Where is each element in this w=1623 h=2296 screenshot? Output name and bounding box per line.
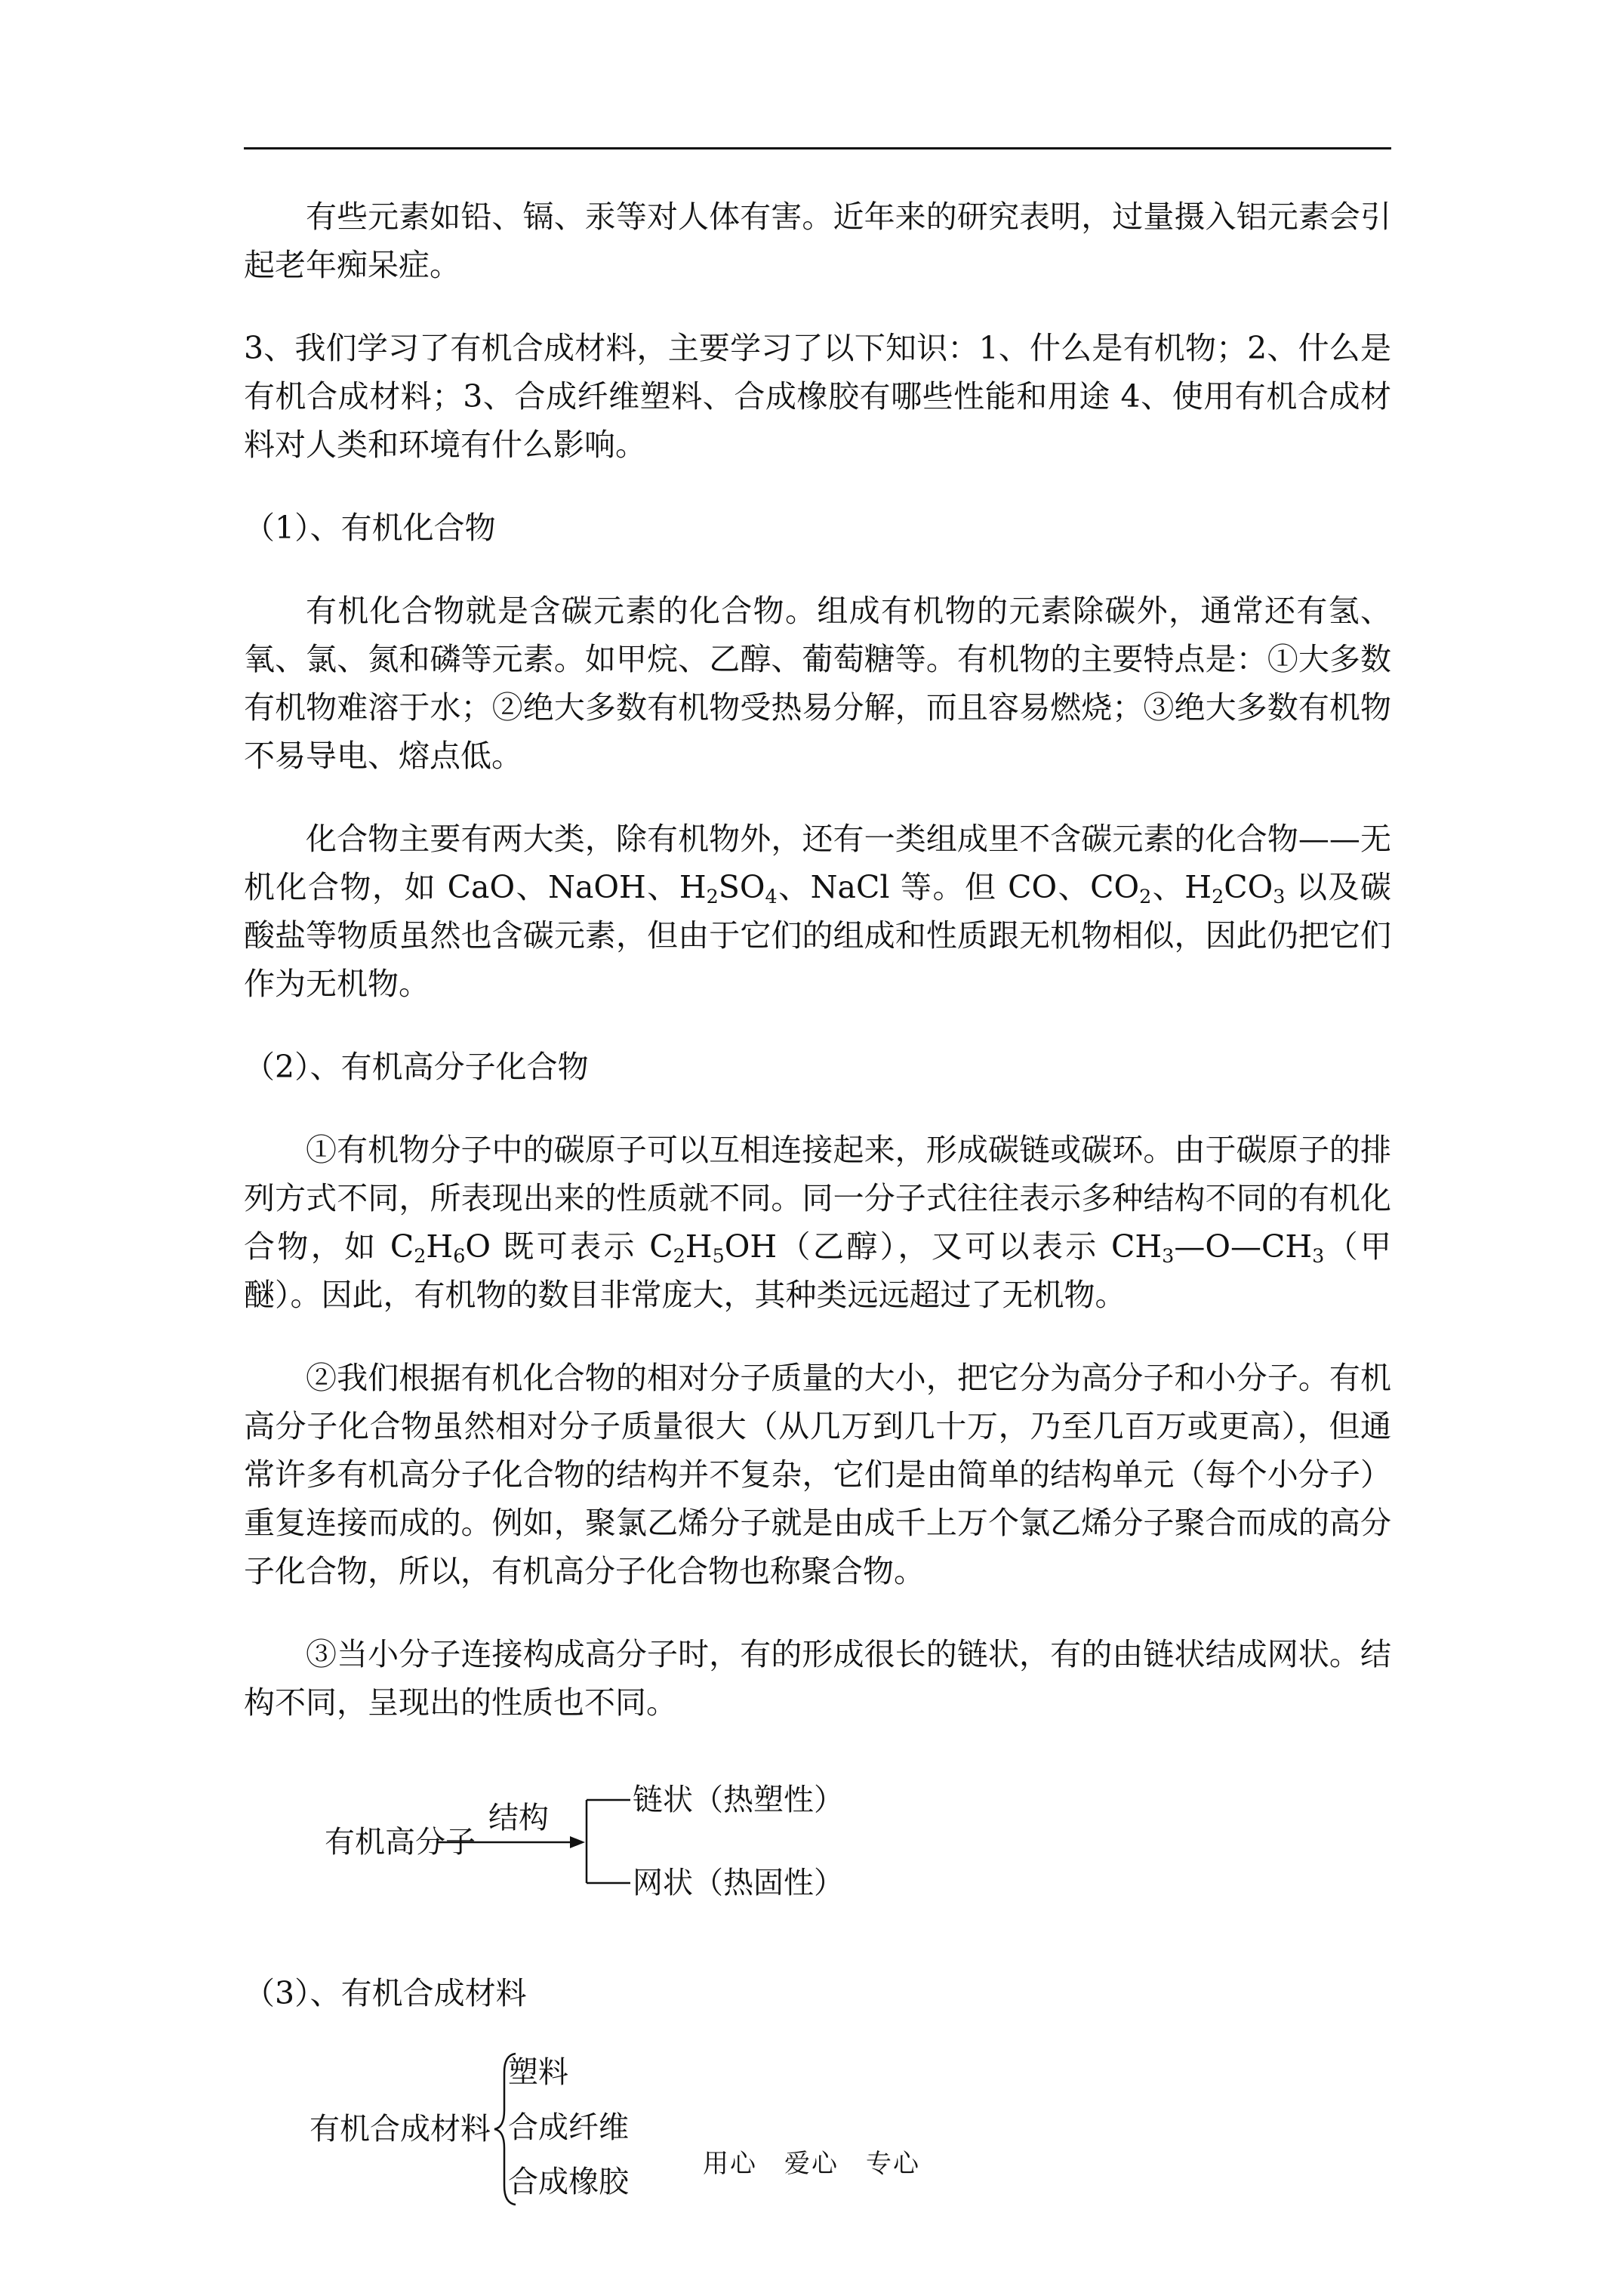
diagram2-item-rubber: 合成橡胶 — [508, 2165, 629, 2199]
page-footer — [0, 2143, 1623, 2180]
footer-text-3: 专心 — [866, 2149, 920, 2179]
section-heading-organic-polymers: （2）、有机高分子化合物 — [244, 1049, 589, 1085]
paragraph-organic-materials-intro: 3、我们学习了有机合成材料，主要学习了以下知识：1、什么是有机物；2、什么是有机合成材料；3、合成纤维塑料、合成橡胶有哪些性能和用途 4、使用有机合成材料对人类和环境有什么影响。 — [244, 330, 1391, 463]
paragraph-organic-compounds: 有机化合物就是含碳元素的化合物。组成有机物的元素除碳外，通常还有氢、氧、氯、氮和磷等元素。如甲烷、乙醇、葡萄糖等。有机物的主要特点是：①大多数有机物难溶于水；②绝大多数有机物受热易分解，而且容易燃烧；③绝大多数有机物不易导电、熔点低。 — [244, 593, 1391, 774]
paragraph-carbon-chains: ①有机物分子中的碳原子可以互相连接起来，形成碳链或碳环。由于碳原子的排列方式不同，所表现出来的性质就不同。同一分子式往往表示多种结构不同的有机化合物，如 $C_2H_6O$ 既可表示 $C_2H_5OH$（乙醇），又可以表示 $CH_3—O—CH_3$（甲醚）。因此，有机物的数目非常庞大，其种类远远超过了无机物。 — [244, 1132, 1392, 1313]
diagram-synthetic-materials — [244, 2046, 1391, 2220]
footer-text-2: 爱心 — [784, 2149, 839, 2179]
section-heading-synthetic-materials: （3）、有机合成材料 — [244, 1975, 527, 2011]
diagram2-root-label: 有机合成材料 — [310, 2112, 491, 2147]
page-content — [244, 193, 1391, 2220]
paragraph-polymer-definition: ②我们根据有机化合物的相对分子质量的大小，把它分为高分子和小分子。有机高分子化合物虽然相对分子质量很大（从几万到几十万，乃至几百万或更高），但通常许多有机高分子化合物的结构并不复杂，它们是由简单的结构单元（每个小分子）重复连接而成的。例如，聚氯乙烯分子就是由成千上万个氯乙烯分子聚合而成的高分子化合物，所以，有机高分子化合物也称聚合物。 — [244, 1360, 1391, 1589]
section-heading-organic-compounds: （1）、有机化合物 — [244, 510, 496, 546]
diagram-root-label: 有机高分子 — [325, 1825, 476, 1860]
diagram-polymer-structure — [244, 1768, 1391, 1934]
diagram-branch-chain: 链状（热塑性） — [633, 1783, 844, 1817]
diagram-arrow-label: 结构 — [488, 1801, 549, 1835]
diagram-branch-network: 网状（热固性） — [633, 1866, 844, 1900]
header-rule — [244, 147, 1391, 149]
footer-text-1: 用心 — [703, 2149, 757, 2179]
paragraph-polymer-structure: ③当小分子连接构成高分子时，有的形成很长的链状，有的由链状结成网状。结构不同，呈现出的性质也不同。 — [244, 1636, 1391, 1721]
paragraph-toxic-elements: 有些元素如铅、镉、汞等对人体有害。近年来的研究表明，过量摄入铝元素会引起老年痴呆症。 — [244, 199, 1391, 283]
diagram2-item-plastics: 塑料 — [508, 2055, 568, 2090]
paragraph-inorganic-compounds: 化合物主要有两大类，除有机物外，还有一类组成里不含碳元素的化合物——无机化合物，如 CaO、NaOH、$H_2SO_4$、NaCl 等。但 CO、$CO_2$、$H_2CO_3$ 以及碳酸盐等物质虽然也含碳元素，但由于它们的组成和性质跟无机物相似，因此仍把它们作为无机物。 — [244, 821, 1391, 1002]
arrow-head-icon — [570, 1836, 585, 1848]
diagram2-item-fibers: 合成纤维 — [508, 2110, 629, 2145]
